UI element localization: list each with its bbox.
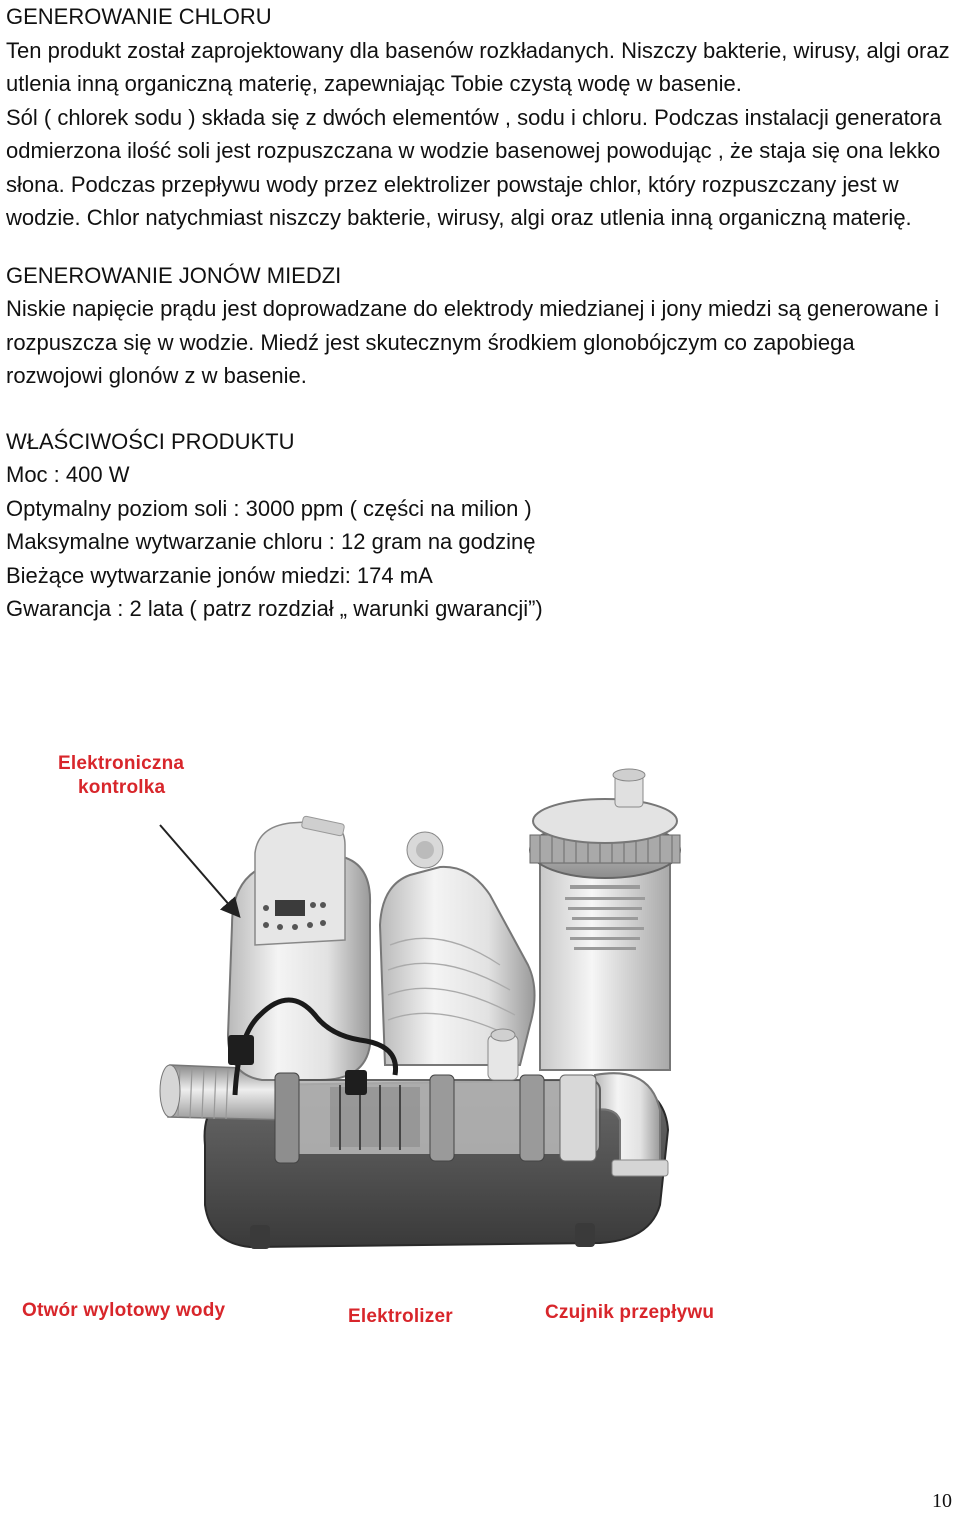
- section-heading-copper: GENEROWANIE JONÓW MIEDZI: [6, 262, 342, 288]
- document-text: [6, 0, 956, 626]
- spec-chlorine-output: Maksymalne wytwarzanie chloru : 12 gram na godzinę: [6, 529, 536, 554]
- base-foot-left: [250, 1225, 270, 1249]
- product-illustration: [0, 735, 960, 1355]
- spec-salt-level: Optymalny poziom soli : 3000 ppm ( części na milion ): [6, 495, 532, 521]
- label-water-outlet: Otwór wylotowy wody: [22, 1300, 226, 1321]
- spec-power: Moc : 400 W: [6, 462, 130, 487]
- control-panel-display: [275, 900, 305, 916]
- paragraph-chlorine-intro: Ten produkt został zaprojektowany dla basenów rozkładanych. Niszczy bakterie, wirusy, algi oraz utlenia inną organiczną materię, zapewniając Tobie czystą wodę w basenie.: [6, 37, 950, 96]
- label-electronic-control: [58, 752, 184, 800]
- section-heading-chlorine: GENEROWANIE CHLORU: [6, 4, 272, 29]
- spec-warranty: Gwarancja : 2 lata ( patrz rozdział „ warunki gwarancji”): [6, 596, 543, 621]
- spec-copper-ions: Bieżące wytwarzanie jonów miedzi: 174 mA: [6, 562, 433, 588]
- label-electronic-control-line2: kontrolka: [78, 777, 166, 798]
- section-heading-specs: WŁAŚCIWOŚCI PRODUKTU: [6, 428, 295, 454]
- arrow-control-panel: [160, 825, 238, 915]
- product-figure: [0, 735, 960, 1355]
- label-electronic-control-line1: Elektroniczna: [58, 753, 185, 774]
- electrolyzer-cell: [275, 1073, 600, 1163]
- pump-motor: [380, 832, 535, 1065]
- page-number: 10: [932, 1490, 952, 1512]
- flow-sensor: [488, 1029, 518, 1080]
- label-flow-sensor: Czujnik przepływu: [545, 1302, 715, 1323]
- paragraph-chlorine-process: Sól ( chlorek sodu ) składa się z dwóch elementów , sodu i chloru. Podczas instalacji generatora odmierzona ilość soli jest rozpuszczana w wodzie basenowej powodując , że staja się ona lekko słona. Podczas przepływu wody przez elektrolizer powstaje chlor, który rozpuszczany jest w wodzie. Chlor natychmiast niszczy bakterie, wirusy, algi oraz utlenia inną organiczną materię.: [6, 104, 942, 230]
- label-electrolyzer: Elektrolizer: [348, 1306, 453, 1327]
- base-foot-right: [575, 1223, 595, 1247]
- filter-cartridge: [530, 769, 680, 1070]
- paragraph-copper: Niskie napięcie prądu jest doprowadzane do elektrody miedzianej i jony miedzi są generowane i rozpuszcza się w wodzie. Miedź jest skutecznym środkiem glonobójczym co zapobiega rozwojowi glonów z w basenie.: [6, 296, 940, 388]
